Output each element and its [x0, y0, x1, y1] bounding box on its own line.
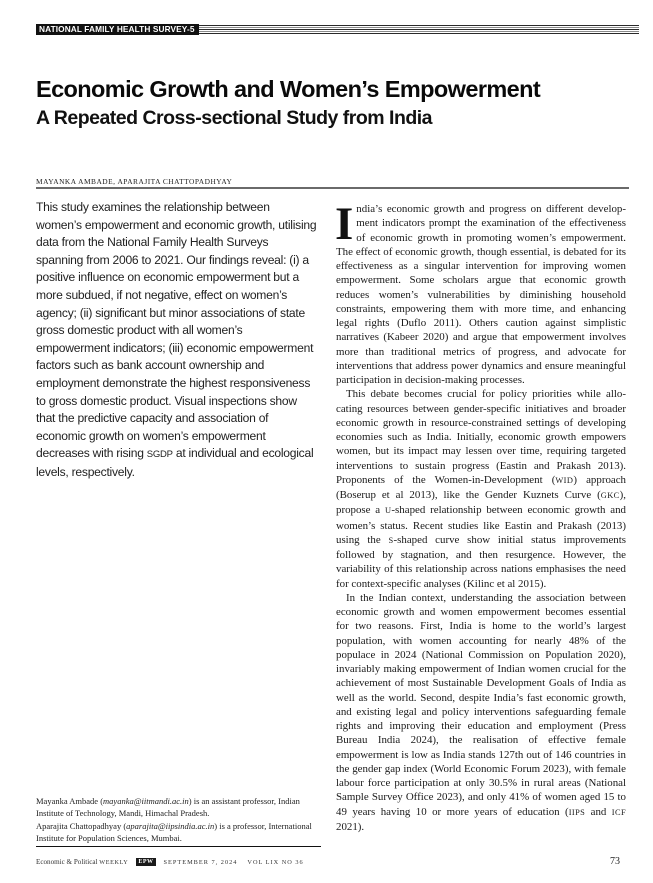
body-paragraph-2: This debate becomes crucial for policy priorities while allocating resources between gender-specific initiatives and broader economic growth in resource-constrained settings of developing economies such as India. Initially, economic growth empowers women, but its impact may lessen over time, requiring targeted interventions to sustain progress (Eastin and Prakash 2013). Proponents of the Women-in-Development (WID) approach (Boserup et al 2013), like the Gender Kuznets Curve (GKC), propose a U-shaped relationship between economic growth and women’s status. Recent studies like Eastin and Prakash (2013) using the S-shaped curve show initial status improvements followed by stagnation, and then resurgence. However, the variability of this relationship across nations emphasises the need for context-specific analyses (Kilinc et al 2015). [336, 388, 627, 590]
author-bio [36, 795, 321, 844]
article-body [335, 198, 627, 834]
author-bio-2: Aparajita Chattopadhyay (aparajita@iipsindia.ac.in) is a professor, International Institute for Population Sciences, Mumbai. [36, 820, 312, 843]
section-label: NATIONAL FAMILY HEALTH SURVEY-5 [36, 24, 199, 35]
author-divider [36, 187, 629, 189]
issue-date: SEPTEMBER 7, 2024 [163, 858, 238, 866]
section-header [36, 24, 639, 35]
author2-email-link[interactable]: aparajita@iipsindia.ac.in [126, 820, 215, 831]
abstract-text: This study examines the relationship between women’s empowerment and economic growth, utilising data from the National Family Health Surveys spanning from 2006 to 2021. Our findings reveal: (i) a positive influence on economic empowerment but a more subdued, if not negative, effect on women’s agency; (ii) significant but minor associations of state gross domestic product with all women’s empowerment indicators; (iii) economic empowerment factors such as bank account ownership and employment demonstrate the highest responsiveness to gross domestic product. Visual inspections show that the predictive capacity and association of economic growth on women’s empowerment decreases with rising [36, 200, 317, 461]
epw-badge: EPW [138, 859, 154, 865]
abstract-text-end: at individual and ecological levels, respectively. [36, 446, 314, 479]
author-line: MAYANKA AMBADE, APARAJITA CHATTOPADHYAY [36, 177, 233, 186]
body-paragraph-1: India’s economic growth and progress on different development indicators prompt the examination of the effectiveness of economic growth in promoting women’s empowerment. The effect of economic growth, though essential, is debated for its effectiveness as a singular intervention for improving women empowerment. Some scholars argue that economic growth reduces women’s vulnerabilities by diminishing household constraints, empowering them with more time, and enhancing legal rights (Duflo 2011). Others caution against simplistic narratives (Kabeer 2020) and argue that empowerment involves more than traditional metrics of progress, and advocate for interventions that address power dynamics and ensure meaningful participation in decision-making processes. [335, 198, 626, 386]
body-paragraph-3: In the Indian context, understanding the association between economic growth and women empowerment becomes essential for two reasons. First, India is home to the world’s largest population, with women accounting for nearly 48% of the populace in 2024 (National Commission on Population 2020), invariably making empowerment of Indian women crucial for the achievement of most Sustainable Development Goals of India as well as the world. Second, despite India’s fast economic growth, and existing legal and policy interventions safeguarding female rights and improving their education and employment (Press Bureau India 2024), the realisation of effective female empowerment is low as India stands 127th out of 146 countries in the gender gap index (World Economic Forum 2023), with female labour force participation at only 30.5% in rural areas (National Sample Survey Office 2023), and only 41% of women aged 15 to 49 years having 10 or more years of education (IIPS and ICF 2021). [336, 591, 626, 833]
page-number: 73 [610, 856, 620, 867]
abstract-acronym: SGDP [146, 449, 173, 461]
bio-divider [36, 846, 321, 847]
article-subtitle: A Repeated Cross-sectional Study from India [36, 107, 433, 129]
page-footer [36, 858, 304, 866]
author1-email-link[interactable]: mayanka@iitmandi.ac.in [103, 796, 189, 806]
publication-name: Economic & Political WEEKLY [36, 858, 129, 866]
author-bio-1: Mayanka Ambade (mayanka@iitmandi.ac.in) is an assistant professor, Indian Institute of Technology, Mandi, Himachal Pradesh. [36, 796, 300, 819]
issue-volume: VOL LIX NO 36 [247, 858, 304, 866]
section-header-rule [199, 24, 639, 35]
abstract [36, 199, 318, 482]
drop-cap: I [335, 198, 354, 250]
article-title: Economic Growth and Women’s Empowerment [36, 76, 541, 102]
